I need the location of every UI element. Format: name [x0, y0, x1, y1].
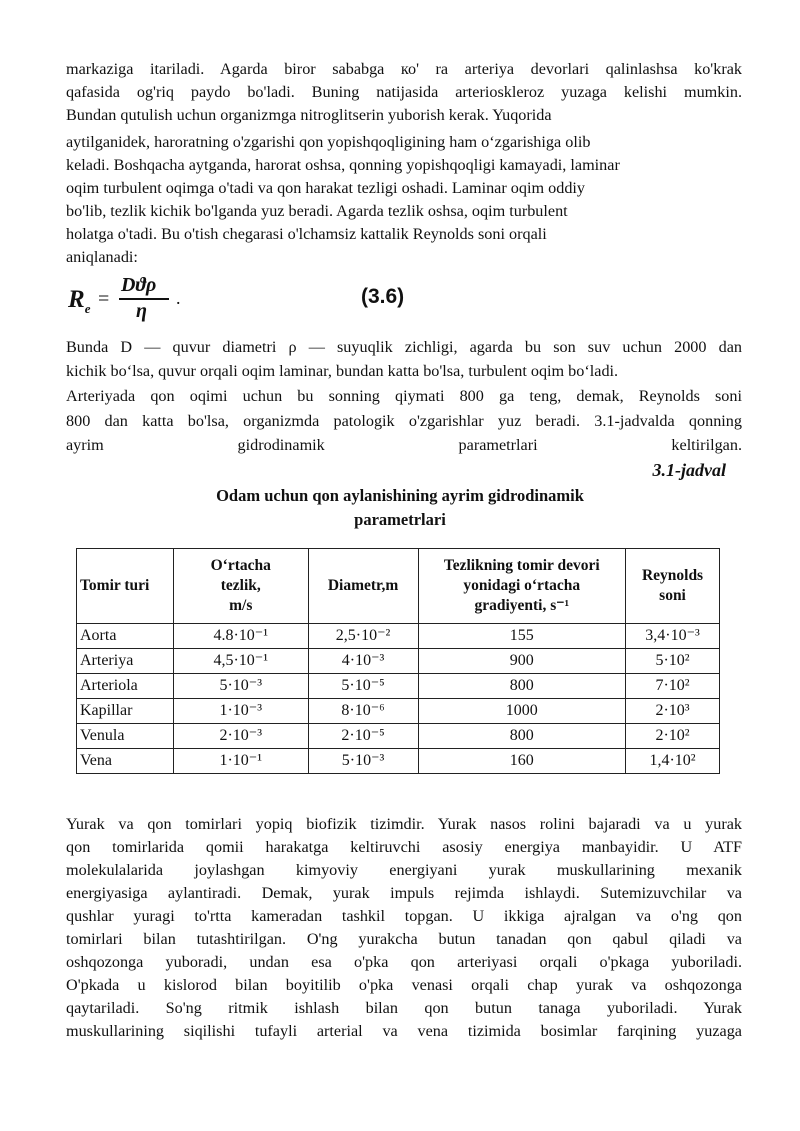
table-title-line-1: Odam uchun qon aylanishining ayrim gidrodinamik — [216, 486, 584, 505]
formula-numerator: Dϑρ — [121, 274, 157, 296]
text-line: qushlar yuragi to'rtta kameradan tashkil topgan. U ikkiga ajralgan va o'ng qon — [66, 907, 742, 925]
cell-reynolds: 3,4·10⁻³ — [626, 624, 720, 649]
column-header — [418, 549, 626, 624]
text-line: muskullarining siqilishi tufayli arterial va vena tizimida bosimlar farqining yuzaga — [66, 1022, 742, 1040]
formula-equals: = — [98, 288, 110, 310]
text-line: ayrim gidrodinamik parametrlari keltirilgan. — [66, 436, 742, 454]
cell-name: Vena — [77, 749, 174, 774]
cell-speed: 1·10⁻³ — [173, 699, 308, 724]
table-row — [77, 674, 720, 699]
cell-name: Arteriya — [77, 649, 174, 674]
cell-speed: 1·10⁻¹ — [173, 749, 308, 774]
text-line: qafasida og'riq paydo bo'ladi. Buning natijasida arterioskleroz yuzaga kelishi mumkin. — [66, 83, 742, 101]
cell-speed: 2·10⁻³ — [173, 724, 308, 749]
cell-gradient: 160 — [418, 749, 626, 774]
text-line: Bundan qutulish uchun organizmga nitroglitserin yuborish kerak. Yuqorida — [66, 106, 552, 124]
table-body — [77, 624, 720, 774]
column-header-line: tezlik, — [220, 577, 261, 594]
formula-period: . — [176, 288, 181, 308]
text-line: markaziga itariladi. Agarda biror sababga ко' ra arteriya devorlari qalinlashsa ko'krak — [66, 60, 742, 78]
table-row — [77, 624, 720, 649]
text-line: kichik bo‘lsa, quvur orqali oqim laminar, bundan katta bo'lsa, turbulent oqim bo‘ladi. — [66, 362, 619, 380]
text-line: Bunda D — quvur diametri ρ — suyuqlik zichligi, agarda bu son suv uchun 2000 dan — [66, 338, 742, 356]
text-line: qon tomirlarida qomii harakatga keltiruvchi asosiy energiya manbayidir. U ATF — [66, 838, 742, 856]
column-header — [308, 549, 418, 624]
table-number: 3.1-jadval — [652, 460, 726, 480]
cell-gradient: 1000 — [418, 699, 626, 724]
cell-name: Arteriola — [77, 674, 174, 699]
cell-speed: 4,5·10⁻¹ — [173, 649, 308, 674]
reynolds-formula — [68, 274, 188, 324]
cell-diameter: 2·10⁻⁵ — [308, 724, 418, 749]
table-row — [77, 649, 720, 674]
cell-diameter: 2,5·10⁻² — [308, 624, 418, 649]
text-line: Yurak va qon tomirlari yopiq biofizik tizimdir. Yurak nasos rolini bajaradi va u yurak — [66, 815, 742, 833]
column-header — [626, 549, 720, 624]
hemodynamics-table — [76, 548, 720, 774]
cell-diameter: 5·10⁻³ — [308, 749, 418, 774]
cell-gradient: 800 — [418, 724, 626, 749]
cell-diameter: 4·10⁻³ — [308, 649, 418, 674]
text-line: keladi. Boshqacha aytganda, harorat oshsa, qonning yopishqoqligi kamayadi, laminar — [66, 156, 620, 174]
text-line: qaytariladi. So'ng ritmik ishlash bilan qon butun tanaga yuboriladi. Yurak — [66, 999, 742, 1017]
column-header — [173, 549, 308, 624]
cell-speed: 5·10⁻³ — [173, 674, 308, 699]
text-line: holatga o'tadi. Bu o'tish chegarasi o'lchamsiz kattalik Reynolds soni orqali — [66, 225, 547, 243]
column-header-line: O‘rtacha — [210, 557, 271, 574]
cell-gradient: 155 — [418, 624, 626, 649]
cell-gradient: 800 — [418, 674, 626, 699]
column-header-line: Diametr,m — [327, 577, 399, 594]
text-line: Arteriyada qon oqimi uchun bu sonning qiymati 800 ga teng, demak, Reynolds soni — [66, 387, 742, 405]
table-row — [77, 724, 720, 749]
column-header — [77, 549, 174, 624]
cell-diameter: 5·10⁻⁵ — [308, 674, 418, 699]
cell-reynolds: 5·10² — [626, 649, 720, 674]
text-line: aniqlanadi: — [66, 248, 138, 266]
cell-name: Kapillar — [77, 699, 174, 724]
text-line: energiyasiga aylantiradi. Demak, yurak impuls rejimda ishlaydi. Sutemizuvchilar va — [66, 884, 742, 902]
formula-denominator: η — [136, 300, 147, 322]
column-header-line: yonidagi o‘rtacha — [463, 577, 581, 594]
column-header-line: Tomir turi — [80, 577, 150, 594]
text-line: 800 dan katta bo'lsa, organizmda patologik o'zgarishlar yuz beradi. 3.1-jadvalda qonning — [66, 412, 742, 430]
cell-speed: 4.8·10⁻¹ — [173, 624, 308, 649]
table-title-line-2: parametrlari — [354, 510, 446, 529]
equation-number: (3.6) — [361, 285, 405, 308]
text-line: bo'lib, tezlik kichik bo'lganda yuz beradi. Agarda tezlik oshsa, oqim turbulent — [66, 202, 568, 220]
cell-reynolds: 2·10² — [626, 724, 720, 749]
table-row — [77, 699, 720, 724]
text-line: oshqozonga yuboradi, undan esa o'pka qon arteriyasi orqali o'pkaga yuboriladi. — [66, 953, 742, 971]
text-line: aytilganidek, haroratning o'zgarishi qon yopishqoqligining ham o‘zgarishiga olib — [66, 133, 591, 151]
cell-reynolds: 2·10³ — [626, 699, 720, 724]
table-row — [77, 749, 720, 774]
column-header-line: Tezlikning tomir devori — [443, 557, 600, 574]
text-line: molekulalarida joylashgan kimyoviy energiyani yurak muskullarining mexanik — [66, 861, 742, 879]
column-header-line: gradiyenti, s⁻¹ — [474, 597, 570, 614]
cell-gradient: 900 — [418, 649, 626, 674]
column-header-line: soni — [659, 587, 686, 604]
cell-name: Aorta — [77, 624, 174, 649]
cell-name: Venula — [77, 724, 174, 749]
cell-diameter: 8·10⁻⁶ — [308, 699, 418, 724]
formula-lhs: $R_e$ — [68, 286, 91, 316]
cell-reynolds: 7·10² — [626, 674, 720, 699]
cell-reynolds: 1,4·10² — [626, 749, 720, 774]
text-line: O'pkada u kislorod bilan boyitilib o'pka venasi orqali chap yurak va oshqozonga — [66, 976, 742, 994]
text-line: oqim turbulent oqimga o'tadi va qon harakat tezligi oshadi. Laminar oqim oddiy — [66, 179, 586, 197]
table-header-row — [77, 549, 720, 624]
column-header-line: Reynolds — [641, 567, 704, 584]
text-line: tomirlari bilan tutashtirilgan. O'ng yurakcha butun tanadan qon qabul qiladi va — [66, 930, 742, 948]
column-header-line: m/s — [229, 597, 253, 614]
